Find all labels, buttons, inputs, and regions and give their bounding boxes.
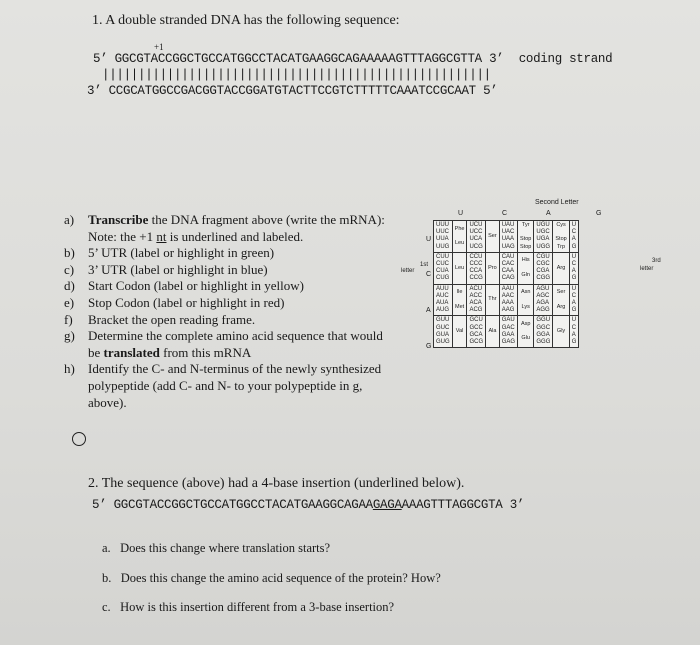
amino-acid-cell: Val <box>452 316 467 348</box>
amino-acid-cell: Ser <box>486 221 500 253</box>
q2-prefix: 5’ <box>92 498 107 512</box>
codon-cell: GCU GCC GCA GCG <box>467 316 486 348</box>
codon-row <box>434 316 579 348</box>
bottom-prefix: 3’ <box>87 84 102 98</box>
third-letter-label: 3rd <box>652 258 661 264</box>
codon-cell: AGU AGC AGA AGG <box>534 284 553 316</box>
amino-acid-cell: Cys Stop Trp <box>553 221 569 253</box>
coding-strand-line <box>93 52 612 66</box>
second-letter-label: Second Letter <box>535 199 579 206</box>
third-base-cell: U C A G <box>569 252 579 284</box>
template-strand-line <box>87 84 497 98</box>
top-strand-sequence: GGCGTACCGGCTGCCATGGCCTACATGAAGGCAGAAAAAGTTTAGGCGTTA <box>114 52 482 66</box>
task-h: h) Identify the C- and N-terminus of the newly synthesized polypeptide (add C- and N- to your polypeptide in g, above). <box>64 361 382 410</box>
col-head-u: U <box>458 210 464 217</box>
amino-acid-cell: Phe Leu <box>452 221 467 253</box>
row-head-c: C <box>426 271 432 278</box>
radio-circle[interactable] <box>72 432 86 446</box>
third-base-cell: U C A G <box>569 284 579 316</box>
coding-strand-label: coding strand <box>518 52 613 66</box>
q2-sub-c: c. How is this insertion different from a 3-base insertion? <box>102 600 395 614</box>
task-g: g) Determine the complete amino acid sequence that would be translated from this mRNA <box>64 328 383 360</box>
codon-cell: CAU CAC CAA CAG <box>499 252 517 284</box>
plus-one-label: +1 <box>154 42 164 52</box>
codon-row <box>434 284 579 316</box>
task-a-note: Note: the +1 nt is underlined and labeled. <box>88 228 304 244</box>
amino-acid-cell: His Gln <box>518 252 534 284</box>
amino-acid-cell: Arg <box>553 252 569 284</box>
top-prefix: 5’ <box>93 52 108 66</box>
amino-acid-cell: Ser Arg <box>553 284 569 316</box>
task-list <box>64 212 388 411</box>
col-head-g: G <box>596 210 602 217</box>
base-pair-bars: |||||||||||||||||||||||||||||||||||||||||||||||||||||| <box>102 68 491 82</box>
codon-row <box>434 252 579 284</box>
q2-seq-after: AAAGTTTAGGCGTA <box>401 498 503 512</box>
task-a: a) Transcribe the DNA fragment above (write the mRNA): <box>64 212 385 227</box>
first-letter-label: 1st <box>420 262 429 268</box>
row-head-a: A <box>426 307 431 314</box>
q2-seq-before: GGCGTACCGGCTGCCATGGCCTACATGAAGGCAGAA <box>113 498 373 512</box>
inserted-sequence-line <box>92 498 524 512</box>
genetic-code-table <box>433 220 579 348</box>
q2-sub-a: a. Does this change where translation starts? <box>102 541 331 555</box>
amino-acid-cell: Asn Lys <box>518 284 534 316</box>
amino-acid-cell: Tyr Stop Stop <box>518 221 534 253</box>
q2-sub-b: b. Does this change the amino acid sequence of the protein? How? <box>102 571 441 585</box>
codon-cell: UGU UGC UGA UGG <box>534 221 553 253</box>
row-head-g: G <box>426 343 432 350</box>
codon-grid <box>433 220 579 348</box>
question-1-title: 1. A double stranded DNA has the following sequence: <box>92 13 400 28</box>
codon-cell: CUU CUC CUA CUG <box>434 252 453 284</box>
bottom-strand-sequence: CCGCATGGCCGACGGTACCGGATGTACTTCCGTCTTTTTCAAATCCGCAAT <box>108 84 476 98</box>
question-2-title: 2. The sequence (above) had a 4-base insertion (underlined below). <box>88 476 465 491</box>
codon-cell: UUU UUC UUA UUG <box>434 221 453 253</box>
amino-acid-cell: Ile Met <box>452 284 467 316</box>
bottom-suffix: 5’ <box>483 84 498 98</box>
codon-cell: UAU UAC UAA UAG <box>499 221 517 253</box>
third-base-cell: U C A G <box>569 221 579 253</box>
q2-seq-insert: GAGA <box>372 498 402 512</box>
codon-cell: UCU UCC UCA UCG <box>467 221 486 253</box>
top-suffix: 3’ <box>489 52 504 66</box>
q2-suffix: 3’ <box>509 498 525 512</box>
task-c: c) 3’ UTR (label or highlight in blue) <box>64 261 268 277</box>
amino-acid-cell: Asp Glu <box>518 316 534 348</box>
third-base-cell: U C A G <box>569 316 579 348</box>
amino-acid-cell: Pro <box>486 252 500 284</box>
task-f: f) Bracket the open reading frame. <box>64 311 256 327</box>
codon-cell: AAU AAC AAA AAG <box>499 284 517 316</box>
col-head-a: A <box>546 210 551 217</box>
col-head-c: C <box>502 210 508 217</box>
codon-cell: AUU AUC AUA AUG <box>434 284 453 316</box>
amino-acid-cell: Gly <box>553 316 569 348</box>
codon-cell: CGU CGC CGA CGG <box>534 252 553 284</box>
codon-cell: GGU GGC GGA GGG <box>534 316 553 348</box>
row-head-u: U <box>426 236 432 243</box>
task-e: e) Stop Codon (label or highlight in red) <box>64 294 285 310</box>
amino-acid-cell: Leu <box>452 252 467 284</box>
codon-cell: GUU GUC GUA GUG <box>434 316 453 348</box>
task-b: b) 5’ UTR (label or highlight in green) <box>64 245 275 261</box>
amino-acid-cell: Thr <box>486 284 500 316</box>
codon-cell: GAU GAC GAA GAG <box>499 316 517 348</box>
first-letter-label-2: letter <box>401 268 415 274</box>
task-d: d) Start Codon (label or highlight in yellow) <box>64 278 304 294</box>
third-letter-label-2: letter <box>640 266 654 272</box>
codon-cell: ACU ACC ACA ACG <box>467 284 486 316</box>
codon-cell: CCU CCC CCA CCG <box>467 252 486 284</box>
amino-acid-cell: Ala <box>486 316 500 348</box>
codon-row <box>434 221 579 253</box>
